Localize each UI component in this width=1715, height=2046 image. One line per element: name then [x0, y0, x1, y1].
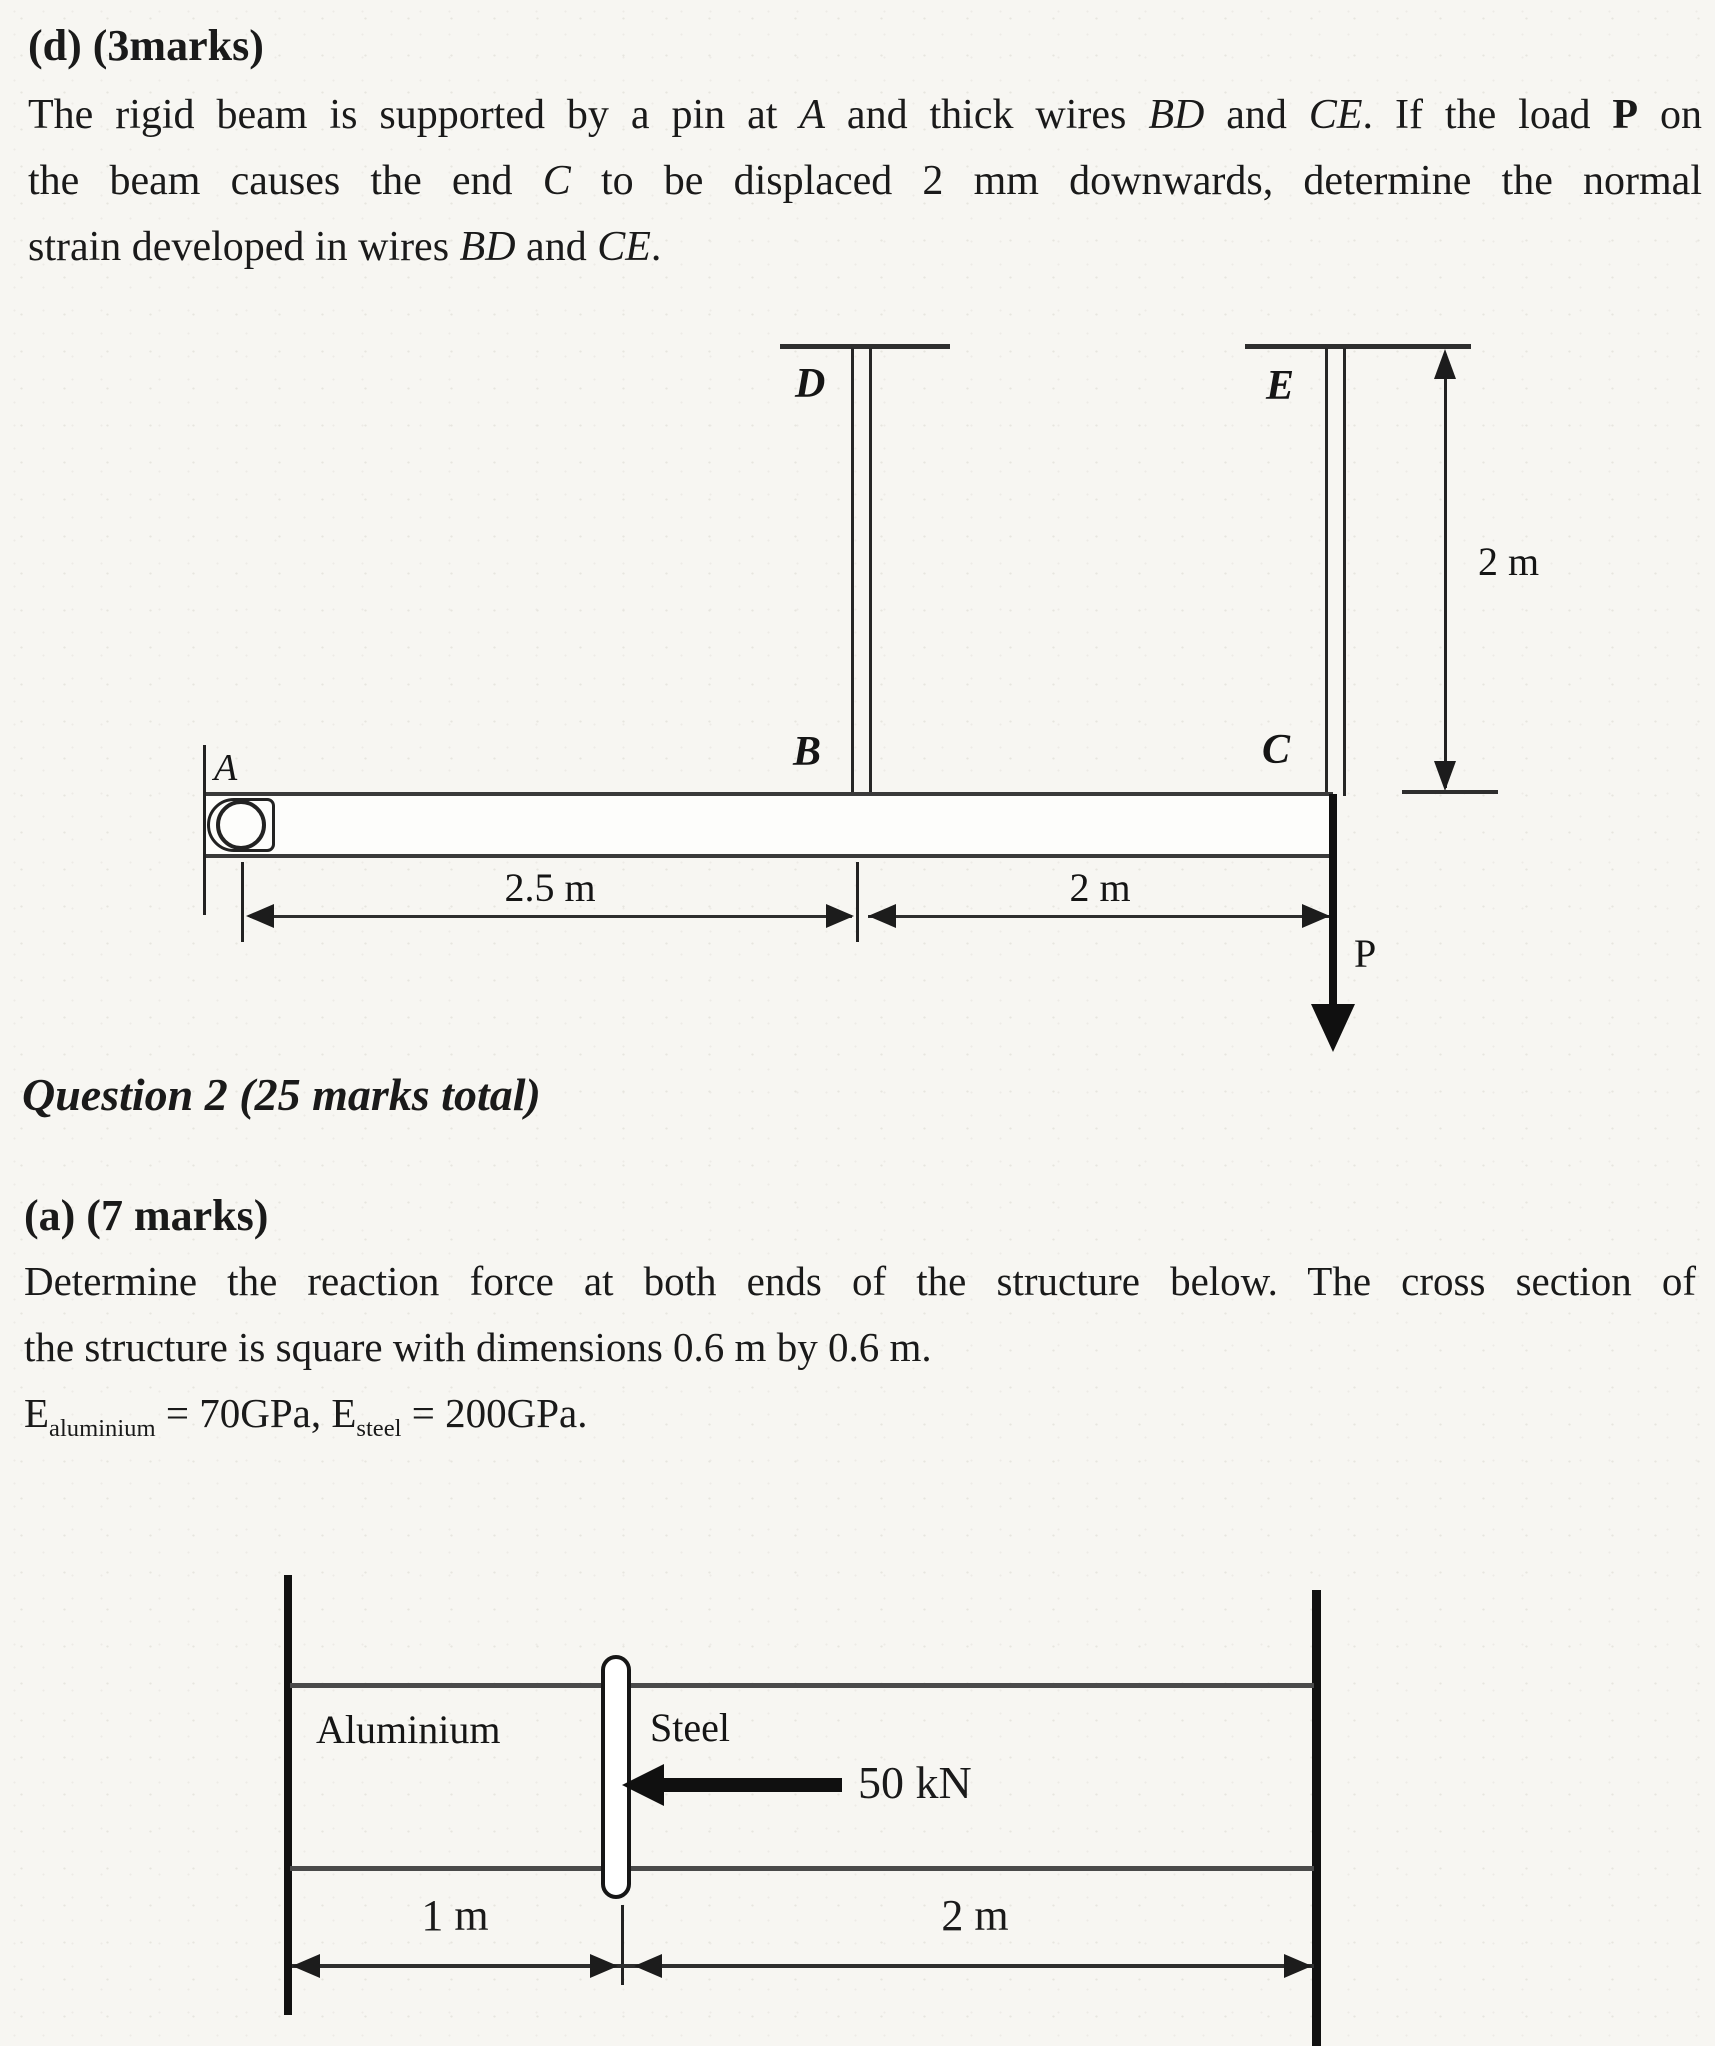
wire-bd [851, 348, 872, 796]
load-arrow-head-icon [1311, 1004, 1355, 1052]
wire-ce [1325, 348, 1346, 796]
pin-icon [216, 800, 266, 850]
bar-bottom-edge [290, 1866, 1314, 1871]
material-label-steel: Steel [650, 1705, 730, 1750]
text-line: the structure is square with dimensions 0.6 m by 0.6 m. [24, 1324, 932, 1370]
point-label-b: B [793, 729, 822, 775]
dim2-arrow-mid-left-icon [634, 1954, 662, 1978]
dimension-tick-a [241, 862, 244, 942]
point-label-c: C [1262, 727, 1291, 773]
point-label-e: E [1266, 363, 1295, 409]
load-label-p: P [1354, 931, 1377, 976]
dimension-arrow-right2-icon [1302, 904, 1330, 928]
span-dimension-label-right: 2 m [1069, 865, 1131, 910]
question2a-heading: (a) (7 marks) [24, 1191, 269, 1240]
force-arrow-head-icon [622, 1764, 664, 1806]
dimension-tick-bottom [1402, 790, 1498, 794]
bar-dimension-label-right: 2 m [941, 1891, 1009, 1940]
bar-dimension-label-left: 1 m [421, 1891, 489, 1940]
dim2-arrow-mid-right-icon [590, 1954, 618, 1978]
support-a-edge-line [203, 745, 206, 915]
rigid-beam [203, 792, 1333, 858]
text-line: the beam causes the end C to be displaced 2 mm downwards, determine the normal [28, 158, 1702, 204]
text-line: Determine the reaction force at both ends of the structure below. The cross section of [24, 1258, 1696, 1304]
point-label-d: D [795, 361, 826, 407]
text-line: The rigid beam is supported by a pin at A and thick wires BD and CE. If the load P on [28, 92, 1703, 138]
dimension-arrow-down-icon [1434, 761, 1456, 791]
material-label-aluminium: Aluminium [316, 1707, 501, 1752]
force-label: 50 kN [858, 1757, 972, 1808]
text-line: strain developed in wires BD and CE. [28, 224, 662, 270]
span-dimension-line-right [868, 915, 1330, 918]
section-d-heading: (d) (3marks) [28, 21, 264, 70]
point-label-a: A [214, 747, 238, 789]
dimension-arrow-up-icon [1434, 349, 1456, 379]
force-arrow-shaft [660, 1778, 842, 1792]
dimension-arrow-left-icon [246, 904, 274, 928]
dimension-tick-b [856, 862, 859, 942]
left-wall-line [284, 1575, 292, 2015]
vertical-dimension-line [1444, 354, 1447, 788]
bar-top-edge [290, 1683, 1314, 1688]
dimension-arrow-left2-icon [868, 904, 896, 928]
load-arrow-shaft [1329, 794, 1337, 1006]
vertical-dimension-label: 2 m [1478, 539, 1540, 584]
span-dimension-line-left [250, 915, 852, 918]
right-wall-line [1312, 1590, 1321, 2046]
text-line: $E_{aluminium} = 70GPa$, $E_{steel} = 200GPa$. [24, 1390, 588, 1443]
composite-bar-diagram [0, 1560, 1715, 2046]
dim2-arrow-left-icon [292, 1954, 320, 1978]
bottom-dimension-line [292, 1964, 1314, 1968]
dim2-arrow-right-icon [1284, 1954, 1312, 1978]
dimension-arrow-right-icon [826, 904, 854, 928]
question2a-problem-text [24, 1248, 1696, 1446]
span-dimension-label-left: 2.5 m [504, 865, 596, 910]
dimension-tick-middle [621, 1905, 624, 1985]
question2-heading: Question 2 (25 marks total) [22, 1069, 541, 1120]
